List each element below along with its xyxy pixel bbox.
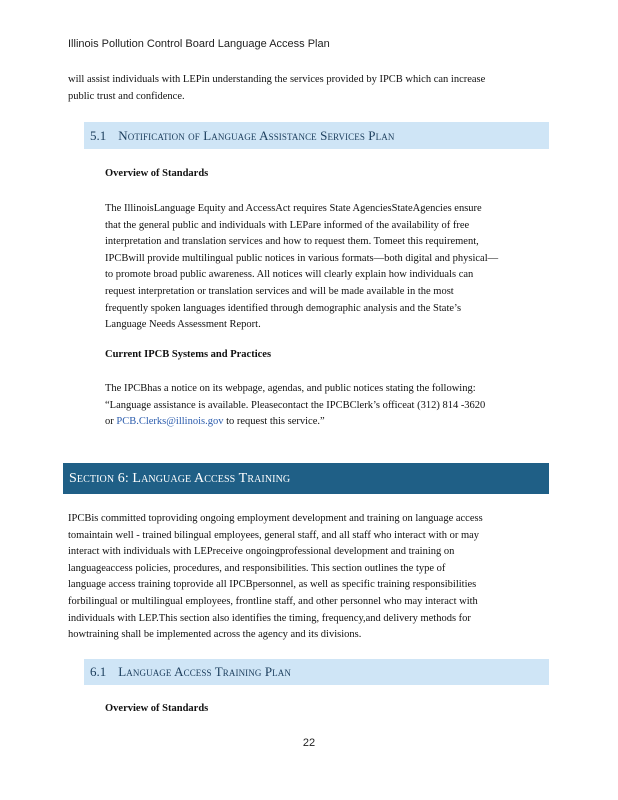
current-line-last — [105, 414, 545, 431]
overview-line: that the general public and individuals with LEPare informed of the availability of free — [105, 219, 470, 231]
current-suffix: to request this service.” — [226, 416, 325, 428]
current-practices-paragraph — [105, 381, 545, 431]
section-6-line: IPCBis committed toproviding ongoing employment development and training on language access — [68, 513, 483, 524]
section-6-1-title: Language Access Training Plan — [118, 664, 291, 679]
intro-line: will assist individuals with LEPin understanding the services provided by IPCB which can increase — [68, 74, 486, 85]
overview-line: request interpretation or translation services and will be made available in the most — [105, 285, 454, 297]
overview-line: IPCBwill provide multilingual public notices in various formats—both digital and physical— — [105, 252, 499, 264]
page-number: 22 — [302, 737, 316, 749]
section-6-line: languageaccess policies, procedures, and responsibilities. This section outlines the type of — [68, 562, 446, 574]
current-prefix: or — [105, 416, 117, 428]
section-6-line: howtraining shall be implemented across the agency and its divisions. — [68, 629, 362, 641]
intro-line: public trust and confidence. — [68, 90, 185, 102]
section-6-line: language access training toprovide all IPCBpersonnel, as well as specific training responsibilities — [68, 579, 477, 591]
current-practices-heading: Current IPCB Systems and Practices — [105, 349, 272, 360]
section-6-line: interact with individuals with LEPreceive ongoingprofessional development and training on — [68, 546, 455, 558]
running-header: Illinois Pollution Control Board Language Access Plan — [68, 38, 330, 50]
section-6-line: individuals with LEP.This section also identifies the timing, frequency,and delivery methods for — [68, 612, 471, 624]
section-6-line: tomaintain well - trained bilingual employees, general staff, and all staff who interact with or may — [68, 529, 480, 541]
section-5-1-title: Notification of Language Assistance Services Plan — [118, 127, 395, 143]
section-6-1-number: 6.1 — [90, 664, 107, 679]
overview-line: interpretation and translation services and how to request them. Tomeet this requirement, — [105, 236, 479, 248]
current-line: “Language assistance is available. Pleasecontact the IPCBClerk’s officeat (312) 814 -3620 — [105, 399, 486, 411]
overview-line: to promote broad public awareness. All notices will clearly explain how individuals can — [105, 269, 474, 281]
section-6-paragraph — [68, 511, 540, 644]
current-line: The IPCBhas a notice on its webpage, agendas, and public notices stating the following: — [105, 383, 476, 394]
overview-line: Language Needs Assessment Report. — [105, 319, 261, 331]
overview-line: The IllinoisLanguage Equity and AccessAct requires State AgenciesStateAgencies ensure — [105, 203, 482, 214]
section-6-1-heading-bar — [84, 659, 549, 685]
overview-paragraph — [105, 201, 545, 334]
clerk-email-link[interactable]: PCB.Clerks@illinois.gov — [116, 416, 224, 428]
section-6-heading-bar — [63, 463, 549, 494]
section-5-1-heading-bar — [84, 122, 549, 149]
section-6-title: Section 6: Language Access Training — [69, 470, 291, 486]
section-5-1-number: 5.1 — [90, 127, 107, 143]
section-6-1-overview-heading: Overview of Standards — [105, 703, 209, 714]
overview-line: frequently spoken languages identified through demographic analysis and the State’s — [105, 302, 462, 314]
section-6-line: forbilingual or multilingual employees, frontline staff, and other personnel who may interact with — [68, 595, 478, 607]
intro-paragraph — [68, 72, 538, 105]
overview-of-standards-heading: Overview of Standards — [105, 168, 209, 179]
